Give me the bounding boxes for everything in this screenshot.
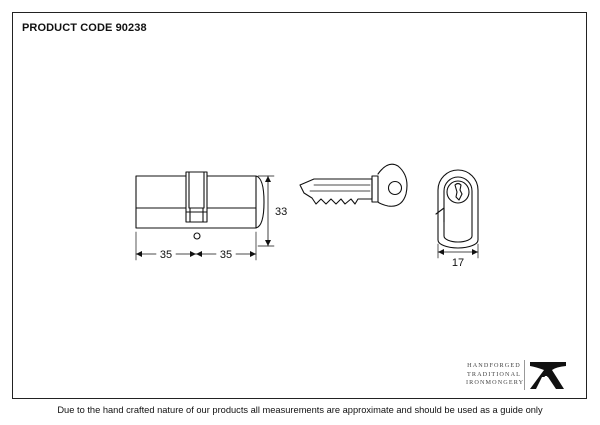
cylinder-side-view [136, 172, 264, 239]
height-label: 33 [275, 206, 288, 218]
width-label: 17 [451, 257, 465, 269]
keyway-icon [455, 184, 462, 201]
brand-line-1: HANDFORGED [467, 362, 521, 369]
key-blade [300, 179, 372, 204]
brand-divider [524, 360, 525, 390]
fixing-hole [194, 233, 200, 239]
key-hole [389, 182, 402, 195]
length-dimension [136, 232, 256, 260]
brand-line-2: TRADITIONAL [466, 370, 522, 378]
height-dimension [258, 176, 274, 246]
cylinder-front-view [436, 170, 478, 248]
disclaimer: Due to the hand crafted nature of our products all measurements are approximate and should be used as a guide only [57, 405, 543, 415]
anvil-a-logo-icon [530, 362, 566, 389]
right-length-label: 35 [219, 249, 233, 261]
key-icon [300, 164, 407, 206]
brand-line-3: IRONMONGERY [466, 379, 525, 387]
cylinder-end-cap [256, 176, 264, 228]
product-code: PRODUCT CODE 90238 [22, 22, 147, 34]
left-length-label: 35 [159, 249, 173, 261]
brand-text [466, 362, 525, 388]
key-bow [378, 164, 407, 206]
